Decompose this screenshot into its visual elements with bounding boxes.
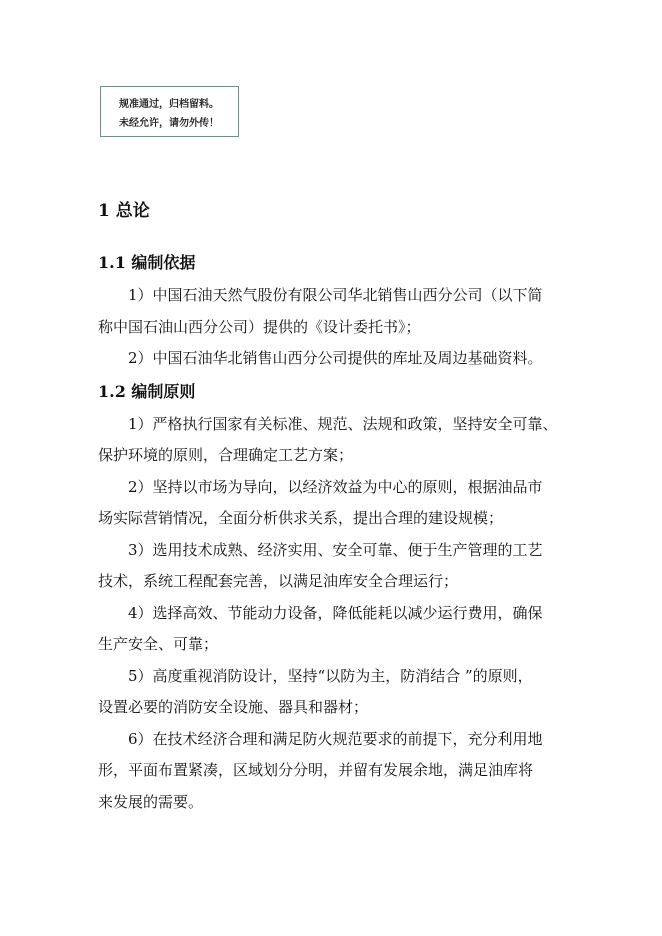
paragraph-line: 技术，系统工程配套完善，以满足油库安全合理运行； <box>98 572 459 590</box>
paragraph <box>98 280 568 343</box>
section-title: 1.1 编制依据 <box>98 253 196 272</box>
sections-container <box>98 246 568 818</box>
paragraph-line: 形，平面布置紧凑，区域划分分明，并留有发展余地，满足油库将 <box>98 761 534 779</box>
notice-line-2: 未经允许，请勿外传！ <box>119 118 219 129</box>
paragraph-line: 1）中国石油天然气股份有限公司华北销售山西分公司（以下简 <box>128 286 543 304</box>
section-title: 1.2 编制原则 <box>98 381 196 401</box>
paragraph <box>98 661 568 724</box>
paragraph-line: 5）高度重视消防设计，坚持“以防为主，防消结合 ”的原则， <box>128 666 533 685</box>
paragraph-line: 场实际营销情况，全面分析供求关系，提出合理的建设规模； <box>98 509 504 527</box>
paragraph <box>98 409 568 472</box>
notice-stamp-box <box>100 86 239 137</box>
paragraph <box>98 598 568 661</box>
paragraph <box>98 535 568 598</box>
spacer <box>98 228 568 246</box>
paragraph-line: 称中国石油山西分公司）提供的《设计委托书》； <box>98 317 421 336</box>
paragraph-line: 2）中国石油华北销售山西分公司提供的库址及周边基础资料。 <box>128 349 543 367</box>
document-body <box>98 194 568 818</box>
paragraph-line: 6）在技术经济合理和满足防火规范要求的前提下，充分利用地 <box>128 729 543 748</box>
paragraph-line: 3）选用技术成熟、经济实用、安全可靠、便于生产管理的工艺 <box>128 540 543 559</box>
paragraph-line: 生产安全、可靠； <box>98 635 219 653</box>
paragraph-line: 1）严格执行国家有关标准、规范、法规和政策，坚持安全可靠、 <box>128 414 558 433</box>
paragraph <box>98 724 568 819</box>
paragraph-line: 2）坚持以市场为导向，以经济效益为中心的原则，根据油品市 <box>128 477 543 496</box>
paragraph <box>98 343 568 375</box>
paragraph-line: 来发展的需要。 <box>98 792 204 811</box>
paragraph-line: 保护环境的原则，合理确定工艺方案； <box>98 446 354 464</box>
notice-line-1: 规准通过，归档留料。 <box>119 99 219 110</box>
paragraph-line: 设置必要的消防安全设施、器具和器材； <box>98 698 369 716</box>
paragraph-line: 4）选择高效、节能动力设备，降低能耗以减少运行费用，确保 <box>128 603 543 622</box>
paragraph <box>98 472 568 535</box>
chapter-title: 1 总论 <box>98 201 150 221</box>
